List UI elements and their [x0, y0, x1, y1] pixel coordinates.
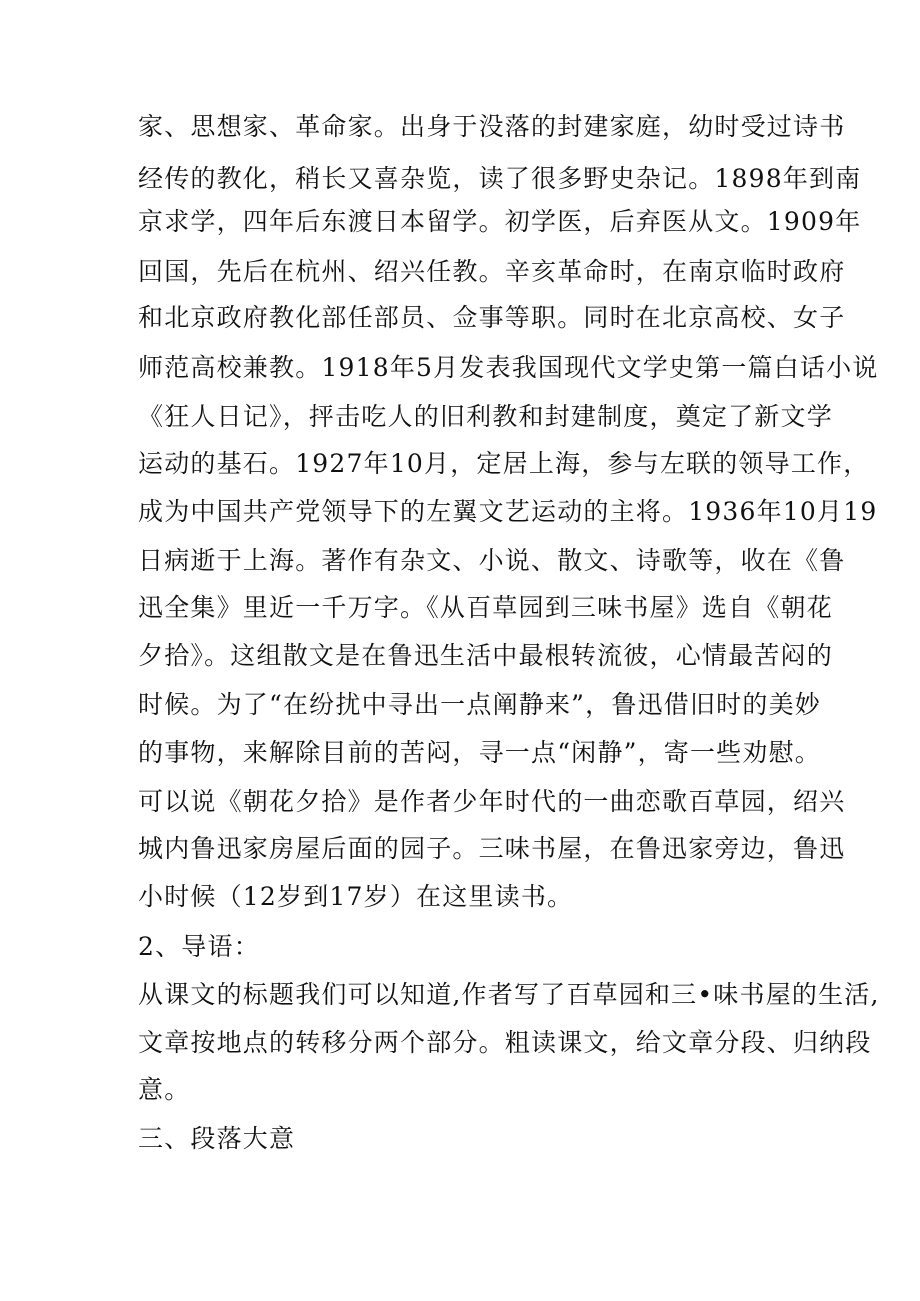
biography-line-1: 家、思想家、革命家。出身于没落的封建家庭，幼时受过诗书 — [138, 112, 846, 141]
intro-line-2: 文章按地点的转移分两个部分。粗读课文，给文章分段、归纳段 — [138, 1028, 872, 1057]
biography-line-12: 夕拾》。这组散文是在鲁迅生活中最根转流彼，心情最苦闷的 — [138, 641, 833, 670]
biography-line-9: 成为中国共产党领导下的左翼文艺运动的主将。1936年10月19 — [138, 497, 878, 526]
biography-line-2: 经传的教化，稍长又喜杂览，读了很多野史杂记。1898年到南 — [138, 164, 862, 193]
biography-line-15: 可以说《朝花夕拾》是作者少年时代的一曲恋歌百草园，绍兴 — [138, 787, 846, 816]
biography-line-8: 运动的基石。1927年10月，定居上海，参与左联的领导工作， — [138, 449, 870, 478]
biography-line-13: 时候。为了“在纷扰中寻出一点阐静来”，鲁迅借旧时的美妙 — [138, 690, 821, 719]
biography-line-3: 京求学，四年后东渡日本留学。初学医，后弃医从文。1909年 — [138, 207, 862, 236]
biography-line-16: 城内鲁迅家房屋后面的园子。三味书屋，在鲁迅家旁边，鲁迅 — [138, 834, 846, 863]
biography-line-14: 的事物，来解除目前的苦闷，寻一点“闲静”，寄一些劝慰。 — [138, 738, 821, 767]
section-heading-paragraphs: 三、段落大意 — [138, 1124, 296, 1153]
biography-line-7: 《狂人日记》，抨击吃人的旧利教和封建制度，奠定了新文学 — [138, 402, 833, 431]
biography-line-6: 师范高校兼教。1918年5月发表我国现代文学史第一篇白话小说 — [138, 353, 879, 382]
section-heading-intro: 2、导语： — [138, 932, 260, 961]
biography-line-11: 迅全集》里近一千万字。《从百草园到三味书屋》选自《朝花 — [138, 593, 833, 622]
biography-line-17: 小时候（12岁到17岁）在这里读书。 — [138, 882, 574, 911]
intro-line-3: 意。 — [138, 1075, 191, 1104]
biography-line-4: 回国，先后在杭州、绍兴任教。辛亥革命时，在南京临时政府 — [138, 257, 846, 286]
intro-line-1: 从课文的标题我们可以知道,作者写了百草园和三•味书屋的生活, — [138, 980, 880, 1009]
biography-line-5: 和北京政府教化部任部员、佥事等职。同时在北京高校、女子 — [138, 303, 846, 332]
biography-line-10: 日病逝于上海。著作有杂文、小说、散文、诗歌等，收在《鲁 — [138, 546, 846, 575]
